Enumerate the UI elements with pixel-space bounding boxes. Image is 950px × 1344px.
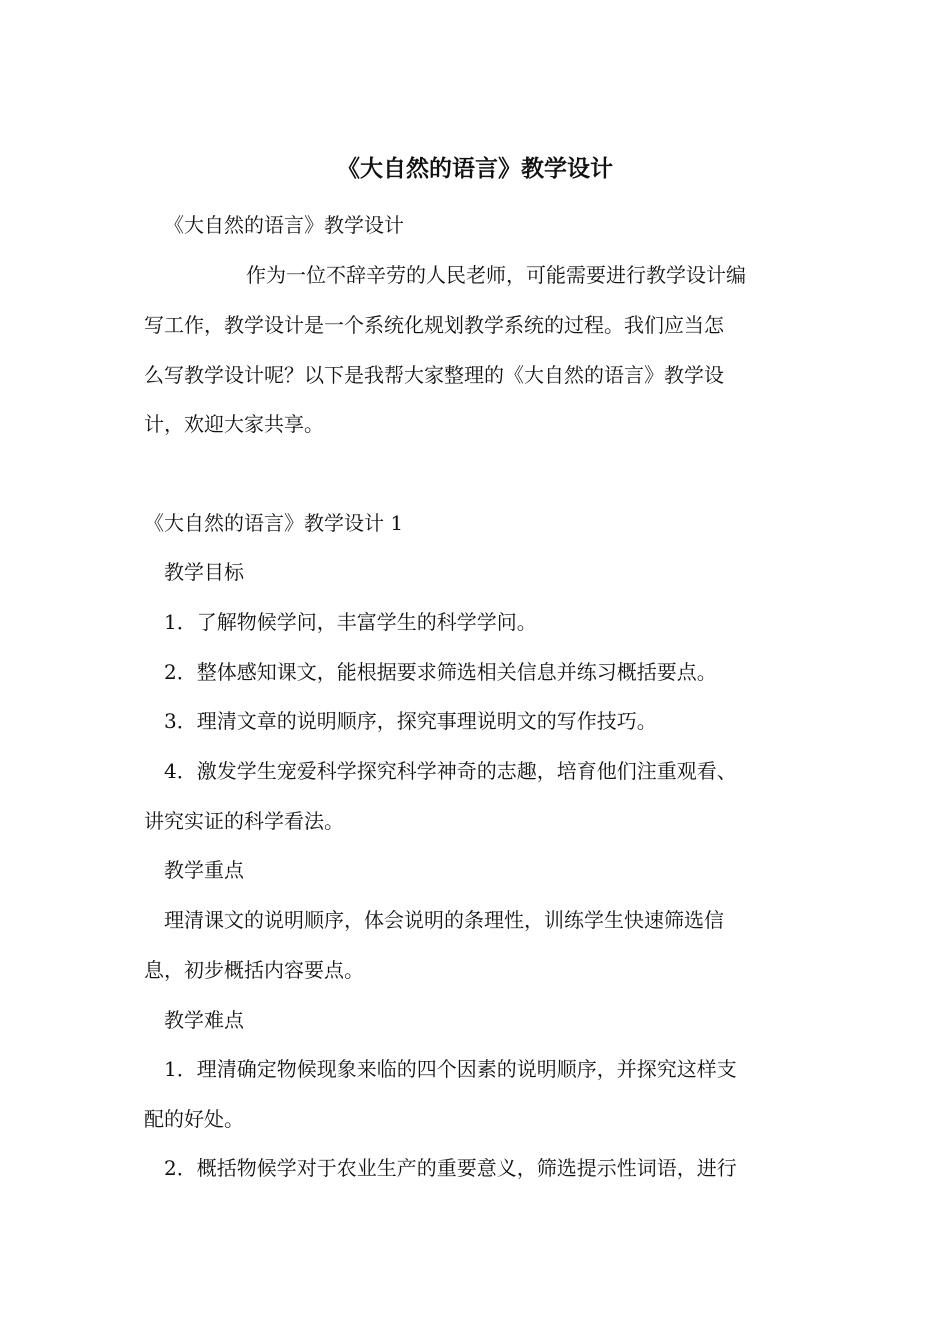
- key-points-line-2: 息，初步概括内容要点。: [144, 958, 364, 982]
- intro-line-3: 么写教学设计呢？以下是我帮大家整理的《大自然的语言》教学设: [144, 363, 724, 387]
- subtitle-line: 《大自然的语言》教学设计: [164, 213, 404, 237]
- intro-line-2: 写工作，教学设计是一个系统化规划教学系统的过程。我们应当怎: [144, 313, 724, 337]
- section-heading: 《大自然的语言》教学设计 1: [144, 511, 404, 535]
- objective-2: 2．整体感知课文，能根据要求筛选相关信息并练习概括要点。: [164, 660, 717, 684]
- intro-line-4: 计，欢迎大家共享。: [144, 412, 324, 436]
- objective-3: 3．理清文章的说明顺序，探究事理说明文的写作技巧。: [164, 709, 657, 733]
- difficulty-2-line-1: 2．概括物候学对于农业生产的重要意义，筛选提示性词语，进行: [164, 1156, 737, 1180]
- difficulty-1-line-1: 1．理清确定物候现象来临的四个因素的说明顺序，并探究这样支: [164, 1057, 737, 1081]
- objective-1: 1．了解物候学问，丰富学生的科学学问。: [164, 610, 537, 634]
- key-points-line-1: 理清课文的说明顺序，体会说明的条理性，训练学生快速筛选信: [164, 908, 724, 932]
- difficulty-1-line-2: 配的好处。: [144, 1107, 244, 1131]
- objective-4-line-1: 4．激发学生宠爱科学探究科学神奇的志趣，培育他们注重观看、: [164, 759, 737, 783]
- document-title: 《大自然的语言》教学设计: [337, 156, 613, 182]
- heading-difficulties: 教学难点: [164, 1008, 244, 1032]
- heading-key-points: 教学重点: [164, 858, 244, 882]
- objective-4-line-2: 讲究实证的科学看法。: [144, 809, 344, 833]
- heading-objectives: 教学目标: [164, 560, 244, 584]
- intro-line-1: 作为一位不辞辛劳的人民老师，可能需要进行教学设计编: [246, 263, 746, 287]
